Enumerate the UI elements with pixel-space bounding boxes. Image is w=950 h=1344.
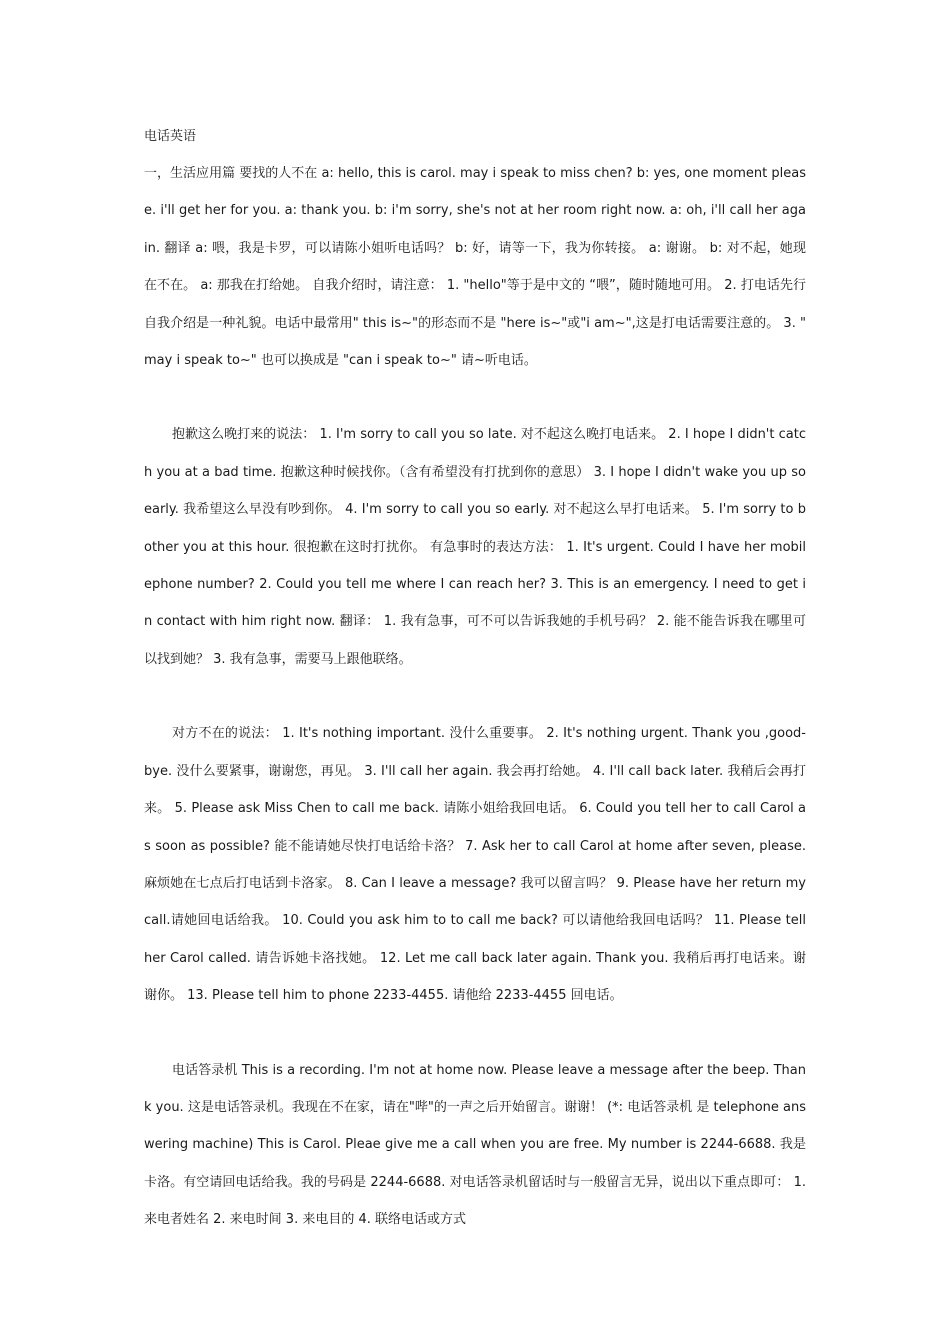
paragraph-spacer: [144, 379, 806, 416]
paragraph-spacer: [144, 1015, 806, 1052]
paragraph-person-absent: 对方不在的说法： 1. It's nothing important. 没什么重要事。 2. It's nothing urgent. Thank you ,good-bye. 没什么要紧事，谢谢您，再见。 3. I'll call her again. 我会再打给她。 4. I'll call back later. 我稍后会再打来。 5. Please ask Miss Chen to call me back. 请陈小姐给我回电话。 6. Could you tell her to call Carol as soon as possible? 能不能请她尽快打电话给卡洛？ 7. Ask her to call Carol at home after seven, please. 麻烦她在七点后打电话到卡洛家。 8. Can I leave a message? 我可以留言吗？ 9. Please have her return my call.请她回电话给我。 10. Could you ask him to to call me back? 可以请他给我回电话吗？ 11. Please tell her Carol called. 请告诉她卡洛找她。 12. Let me call back later again. Thank you. 我稍后再打电话来。谢谢你。 13. Please tell him to phone 2233-4455. 请他给 2233-4455 回电话。: [144, 726, 806, 1004]
paragraph-spacer: [144, 678, 806, 715]
paragraph-apology-late-call: 抱歉这么晚打来的说法： 1. I'm sorry to call you so late. 对不起这么晚打电话来。 2. I hope I didn't catch you at a bad time. 抱歉这种时候找你。（含有希望没有打扰到你的意思） 3. I hope I didn't wake you up so early. 我希望这么早没有吵到你。 4. I'm sorry to call you so early. 对不起这么早打电话来。 5. I'm sorry to bother you at this hour. 很抱歉在这时打扰你。 有急事时的表达方法： 1. It's urgent. Could I have her mobilephone number? 2. Could you tell me where I can reach her? 3. This is an emergency. I need to get in contact with him right now. 翻译： 1. 我有急事，可不可以告诉我她的手机号码？ 2. 能不能告诉我在哪里可以找到她？ 3. 我有急事，需要马上跟他联络。: [144, 427, 806, 667]
paragraph-answering-machine: 电话答录机 This is a recording. I'm not at home now. Please leave a message after the beep. Thank you. 这是电话答录机。我现在不在家，请在"哔"的一声之后开始留言。谢谢！ (*: 电话答录机 是 telephone answering machine) This is Carol. Pleae give me a call when you are free. My number is 2244-6688. 我是卡洛。有空请回电话给我。我的号码是 2244-6688. 对电话答录机留话时与一般留言无异，说出以下重点即可： 1. 来电者姓名 2. 来电时间 3. 来电目的 4. 联络电话或方式: [144, 1062, 806, 1228]
document-body: [144, 118, 806, 1239]
paragraph-life-application: 一，生活应用篇 要找的人不在 a: hello, this is carol. may i speak to miss chen? b: yes, one moment please. i'll get her for you. a: thank you. b: i'm sorry, she's not at her room right now. a: oh, i'll call her again. 翻译 a: 喂，我是卡罗，可以请陈小姐听电话吗？ b: 好，请等一下，我为你转接。 a: 谢谢。 b: 对不起，她现在不在。 a: 那我在打给她。 自我介绍时，请注意： 1. "hello"等于是中文的 “喂”，随时随地可用。 2. 打电话先行自我介绍是一种礼貌。电话中最常用" this is~"的形态而不是 "here is~"或"i am~",这是打电话需要注意的。 3. " may i speak to~" 也可以换成是 "can i speak to~" 请~听电话。: [144, 166, 806, 369]
document-title: 电话英语: [144, 129, 197, 144]
